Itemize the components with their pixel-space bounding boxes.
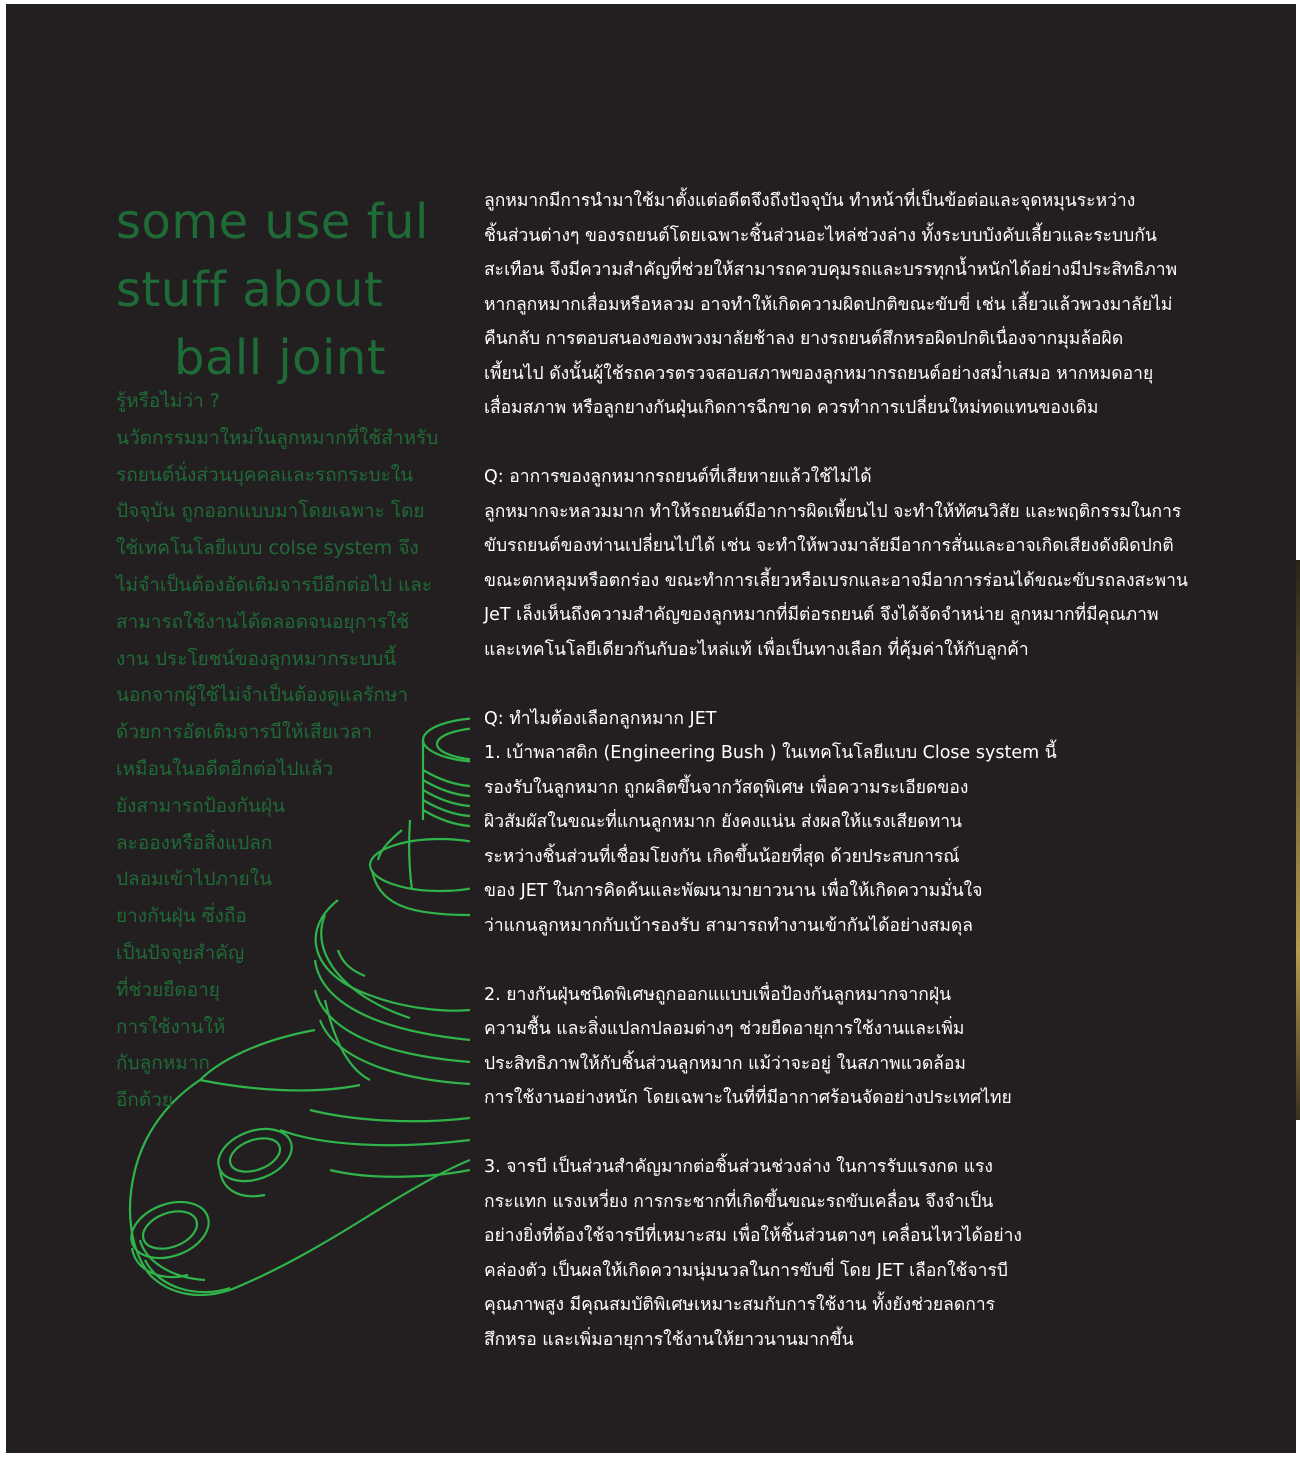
sidebar-line: ใช้เทคโนโลยีแบบ colse system จึง	[116, 537, 419, 560]
sidebar-line: อีกด้วย	[116, 1089, 174, 1112]
point-3-line: คุณภาพสูง มีคุณสมบัติพิเศษเหมาะสมกับการใช้งาน ทั้งยังช่วยลดการ	[484, 1295, 996, 1315]
point-1-line: รองรับในลูกหมาก ถูกผลิตขึ้นจากวัสดุพิเศษ เพื่อความระเอียดของ	[484, 777, 969, 798]
question-1-line: JeT เล็งเห็นถึงความสำคัญของลูกหมากที่มีต่อรถยนต์ จึงได้จัดจำหน่าย ลูกหมากที่มีคุณภาพ	[484, 605, 1159, 625]
intro-line: ลูกหมากมีการนำมาใช้มาตั้งแต่อดีตจึงถึงปัจจุบัน ทำหน้าที่เป็นข้อต่อและจุดหมุนระหว่าง	[484, 191, 1136, 211]
question-1-title: Q: อาการของลูกหมากรถยนต์ที่เสียหายแล้วใช้ไม่ได้	[484, 467, 872, 487]
point-3-section	[484, 1150, 1224, 1357]
sidebar-line: ยางกันฝุ่น ซึ่งถือ	[116, 905, 247, 928]
point-3-line: สึกหรอ และเพิ่มอายุการใช้งานให้ยาวนานมากขึ้น	[484, 1329, 854, 1350]
paragraph-gap	[484, 943, 1224, 978]
page-edge-strip	[1296, 560, 1300, 1120]
heading-line-1: some use ful	[116, 194, 429, 250]
intro-line: สะเทือน จึงมีความสำคัญที่ช่วยให้สามารถควบคุมรถและบรรทุกน้ำหนักได้อย่างมีประสิทธิภาพ	[484, 260, 1178, 280]
sidebar-line: กับลูกหมาก	[116, 1052, 210, 1075]
question-2-title: Q: ทำไมต้องเลือกลูกหมาก JET	[484, 708, 717, 729]
sidebar-line: งาน ประโยชน์ของลูกหมากระบบนี้	[116, 647, 397, 670]
sidebar-line: ด้วยการอัดเติมจารบีให้เสียเวลา	[116, 721, 373, 744]
sidebar-line: ไม่จำเป็นต้องอัดเติมจารบีอีกต่อไป และ	[116, 573, 433, 596]
sidebar-line: เป็นปัจจุยสำคัญ	[116, 941, 245, 964]
sidebar-text	[116, 383, 466, 1119]
sidebar-line: รถยนต์นั่งส่วนบุคคลและรถกระบะใน	[116, 463, 414, 486]
intro-paragraph	[484, 184, 1224, 426]
point-3-line: คล่องตัว เป็นผลให้เกิดความนุ่มนวลในการขับขี่ โดย JET เลือกใช้จารบี	[484, 1260, 1009, 1281]
question-1-line: ลูกหมากจะหลวมมาก ทำให้รถยนต์มีอาการผิดเพี้ยนไป จะทำให้ทัศนวิสัย และพฤติกรรมในการ	[484, 501, 1182, 522]
sidebar-line: ที่ช่วยยืดอายุ	[116, 978, 220, 1001]
sidebar-line: ละอองหรือสิ่งแปลก	[116, 831, 273, 854]
page-heading	[116, 188, 476, 392]
article-body	[484, 184, 1224, 1357]
point-3-line: กระแทก แรงเหวี่ยง การกระชากที่เกิดขึ้นขณะรถขับเคลื่อน จึงจำเป็น	[484, 1191, 994, 1212]
point-1-line: ผิวสัมผัสในขณะที่แกนลูกหมาก ยังคงแน่น ส่งผลให้แรงเสียดทาน	[484, 812, 963, 832]
sidebar-line: นวัตกรรมมาใหม่ในลูกหมากที่ใช้สำหรับ	[116, 426, 439, 449]
point-2-section	[484, 978, 1224, 1116]
point-2-line: ความชื้น และสิ่งแปลกปลอมต่างๆ ช่วยยืดอายุการใช้งานและเพิ่ม	[484, 1019, 965, 1039]
point-2-line: การใช้งานอย่างหนัก โดยเฉพาะในที่ที่มีอากาศร้อนจัดอย่างประเทศไทย	[484, 1088, 1012, 1108]
heading-line-3: ball joint	[174, 330, 387, 386]
intro-line: หากลูกหมากเสื่อมหรือหลวม อาจทำให้เกิดความผิดปกติขณะขับขี่ เช่น เลี้ยวแล้วพวงมาลัยไม่	[484, 294, 1173, 315]
sidebar-line: ปัจจุบัน ถูกออกแบบมาโดยเฉพาะ โดย	[116, 500, 425, 523]
sidebar-line: ปลอมเข้าไปภายใน	[116, 868, 272, 891]
question-2-section	[484, 702, 1224, 944]
paragraph-gap	[484, 426, 1224, 461]
intro-line: คืนกลับ การตอบสนองของพวงมาลัยช้าลง ยางรถยนต์สึกหรอผิดปกติเนื่องจากมุมล้อผิด	[484, 329, 1124, 349]
question-1-line: ขับรถยนต์ของท่านเปลี่ยนไปได้ เช่น จะทำให้พวงมาลัยมีอาการสั่นและอาจเกิดเสียงดังผิดปกติ	[484, 536, 1174, 556]
point-1-line: ว่าแกนลูกหมากกับเบ้ารองรับ สามารถทำงานเข้ากันได้อย่างสมดุล	[484, 915, 973, 936]
paragraph-gap	[484, 1116, 1224, 1151]
heading-line-2: stuff about	[116, 262, 384, 318]
sidebar-line: ยังสามารถป้องกันฝุ่น	[116, 794, 285, 817]
paragraph-gap	[484, 667, 1224, 702]
sidebar-line: นอกจากผู้ใช้ไม่จำเป็นต้องดูแลรักษา	[116, 684, 409, 707]
point-3-line: 3. จารบี เป็นส่วนสำคัญมากต่อชิ้นส่วนช่วงล่าง ในการรับแรงกด แรง	[484, 1157, 993, 1177]
question-1-section	[484, 460, 1224, 667]
point-2-line: 2. ยางกันฝุ่นชนิดพิเศษถูกออกแแบบเพื่อป้องกันลูกหมากจากฝุ่น	[484, 984, 952, 1005]
point-2-line: ประสิทธิภาพให้กับชิ้นส่วนลูกหมาก แม้ว่าจะอยู่ ในสภาพแวดล้อม	[484, 1053, 966, 1074]
question-1-line: ขณะตกหลุมหรือตกร่อง ขณะทำการเลี้ยวหรือเบรกและอาจมีอาการร่อนได้ขณะขับรถลงสะพาน	[484, 570, 1188, 591]
sidebar-line: เหมือนในอดีตอีกต่อไปแล้ว	[116, 757, 334, 780]
intro-line: เสื่อมสภาพ หรือลูกยางกันฝุ่นเกิดการฉีกขาด ควรทำการเปลี่ยนใหม่ทดแทนของเดิม	[484, 398, 1099, 418]
intro-line: ชิ้นส่วนต่างๆ ของรถยนต์โดยเฉพาะชิ้นส่วนอะไหล่ช่วงล่าง ทั้งระบบบังคับเลี้ยวและระบบกัน	[484, 225, 1157, 246]
point-3-line: อย่างยิ่งที่ต้องใช้จารบีที่เหมาะสม เพื่อให้ชิ้นส่วนตางๆ เคลื่อนไหวได้อย่าง	[484, 1226, 1022, 1246]
point-1-line: ระหว่างชิ้นส่วนที่เชื่อมโยงกัน เกิดขึ้นน้อยที่สุด ด้วยประสบการณ์	[484, 846, 960, 867]
intro-line: เพี้ยนไป ดังนั้นผู้ใช้รถควรตรวจสอบสภาพของลูกหมากรถยนต์อย่างสม่ำเสมอ หากหมดอายุ	[484, 363, 1154, 384]
sidebar-line: รู้หรือไม่ว่า ?	[116, 390, 220, 412]
point-1-line: 1. เบ้าพลาสติก (Engineering Bush ) ในเทคโนโลยีแบบ Close system นี้	[484, 743, 1057, 763]
sidebar-line: สามารถใช้งานได้ตลอดจนอยุการใช้	[116, 610, 410, 633]
sidebar-line: การใช้งานให้	[116, 1015, 226, 1038]
point-1-line: ของ JET ในการคิดค้นและพัฒนามายาวนาน เพื่อให้เกิดความมั่นใจ	[484, 881, 983, 901]
question-1-line: และเทคโนโลยีเดียวกันกับอะไหล่แท้ เพื่อเป็นทางเลือก ที่คุ้มค่าให้กับลูกค้า	[484, 639, 1029, 660]
